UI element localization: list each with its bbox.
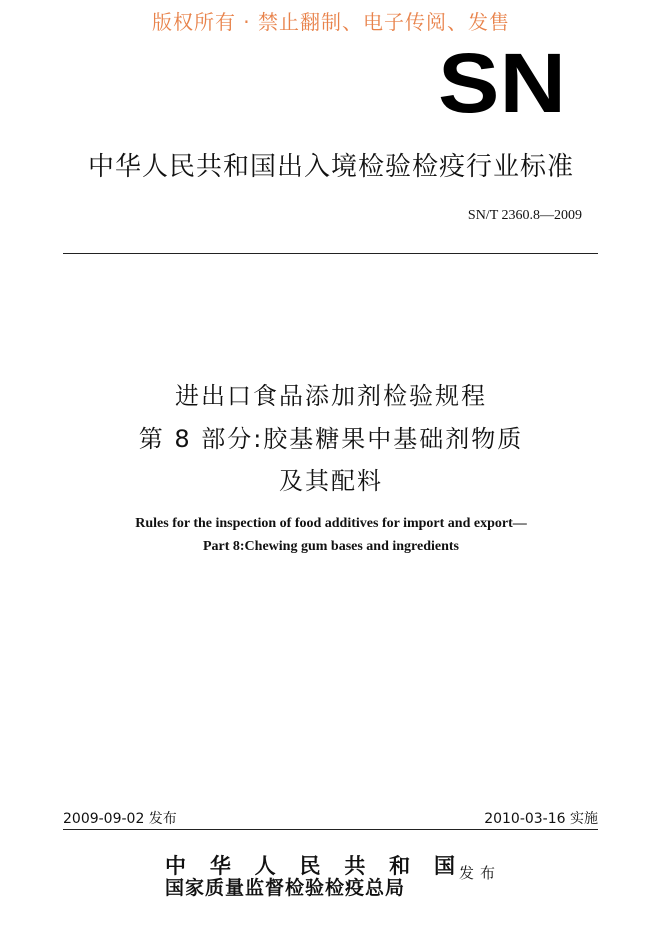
header-divider [63, 253, 598, 254]
issue-date: 2009-09-02 发布 [63, 811, 177, 827]
issuer-char: 民 [299, 853, 321, 878]
issuer-char: 华 [209, 853, 231, 878]
issuer-char: 国 [433, 853, 455, 878]
issuer-country [165, 855, 455, 877]
effective-date: 2010-03-16 实施 [484, 811, 598, 827]
issuing-authority [165, 855, 455, 899]
issuer-char: 和 [389, 853, 411, 878]
title-line-2: 第 8 部分:胶基糖果中基础剂物质 [138, 425, 524, 453]
issuer-char: 中 [165, 853, 186, 878]
sn-logo [437, 46, 567, 118]
copyright-watermark: 版权所有 · 禁止翻制、电子传阅、发售 [151, 10, 511, 34]
issuing-body-title: 中华人民共和国出入境检验检疫行业标准 [87, 152, 574, 182]
footer-divider [63, 829, 598, 830]
title-line-3: 及其配料 [279, 467, 383, 495]
sn-logo-text: SN [438, 46, 566, 118]
issuer-agency: 国家质量监督检验检疫总局 [165, 877, 406, 899]
standard-code: SN/T 2360.8—2009 [467, 208, 582, 223]
title-line-1: 进出口食品添加剂检验规程 [175, 382, 487, 410]
english-title-line-2: Part 8:Chewing gum bases and ingredients [202, 539, 460, 554]
issuer-char: 人 [254, 853, 276, 878]
issue-label: 发布 [459, 864, 502, 882]
issuer-char: 共 [344, 853, 366, 878]
english-title-line-1: Rules for the inspection of food additives for import and export— [135, 516, 527, 531]
